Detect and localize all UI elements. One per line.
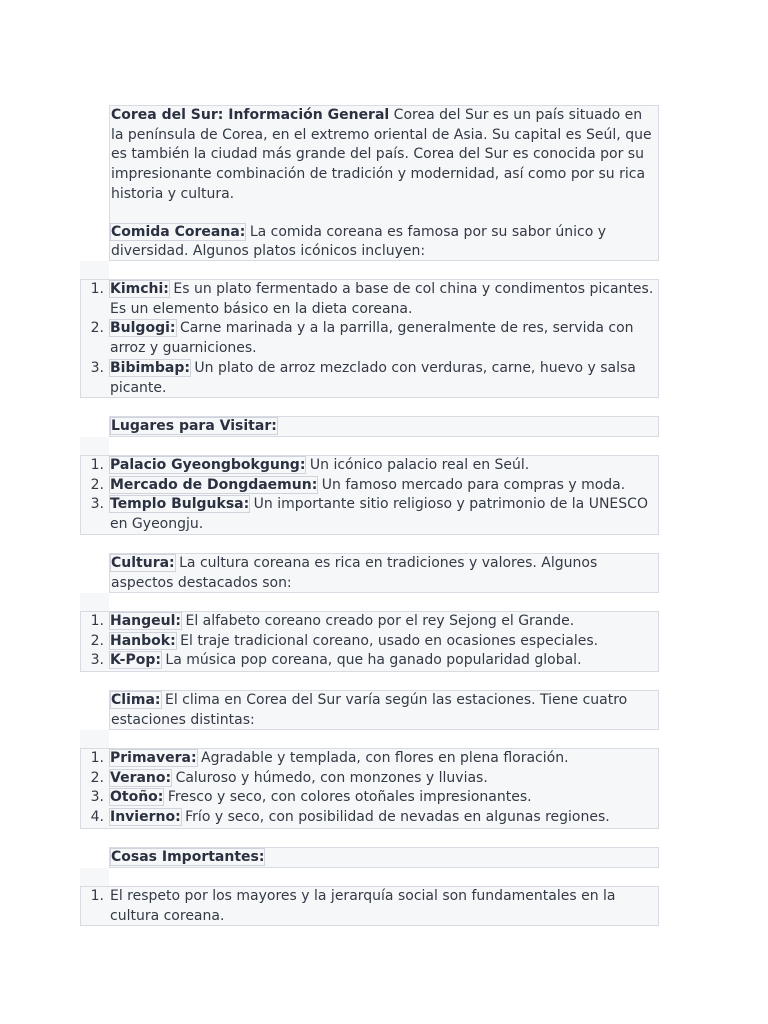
- list-number: 2.: [90, 632, 104, 649]
- cultura-text: La cultura coreana es rica en tradiciones y valores. Algunos aspectos destacados son:: [111, 555, 598, 591]
- cultura-label: Cultura:: [111, 555, 175, 571]
- list-number: 1.: [90, 750, 104, 766]
- list-item: [90, 359, 658, 398]
- comida-text: La comida coreana es famosa por su sabor único y diversidad. Algunos platos icónicos incluyen:: [111, 223, 607, 260]
- item-text: Es un plato fermentado a base de col china y condimentos picantes. Es un elemento básico en la dieta coreana.: [110, 281, 654, 317]
- item-label: Templo Bulguksa:: [110, 496, 250, 513]
- list-number: 3.: [90, 496, 104, 513]
- gap-strip: [80, 868, 109, 886]
- lugares-section: [109, 416, 659, 437]
- cosas-section: [109, 847, 659, 868]
- list-item: [90, 495, 658, 534]
- lugares-list: [80, 455, 659, 535]
- general-title: Corea del Sur: Información General: [111, 107, 390, 123]
- item-text: El traje tradicional coreano, usado en ocasiones especiales.: [180, 632, 599, 649]
- general-text: Corea del Sur es un país situado en la península de Corea, en el extremo oriental de Asia. Su capital es Seúl, que es también la ciudad más grande del país. Corea del Sur es conocida por su impresionante combinación de tradición y modernidad, así como por su rica historia y cultura.: [111, 107, 652, 202]
- list-number: 1.: [90, 457, 104, 473]
- item-label: K-Pop:: [110, 652, 161, 669]
- gap-strip: [80, 437, 109, 455]
- list-item: [90, 769, 658, 789]
- list-number: 1.: [90, 888, 104, 904]
- item-label: Hanbok:: [110, 632, 176, 649]
- list-item: [90, 456, 658, 476]
- list-number: 2.: [90, 769, 104, 786]
- list-number: 2.: [90, 320, 104, 337]
- list-item: [90, 887, 658, 926]
- clima-section: [109, 690, 659, 730]
- list-number: 2.: [90, 476, 104, 493]
- item-label: Bulgogi:: [110, 320, 176, 337]
- list-number: 3.: [90, 359, 104, 376]
- clima-list: [80, 748, 659, 829]
- item-text: Un icónico palacio real en Seúl.: [309, 457, 530, 473]
- list-item: [90, 476, 658, 496]
- item-label: Hangeul:: [110, 613, 182, 629]
- clima-label: Clima:: [111, 692, 161, 708]
- clima-text: El clima en Corea del Sur varía según las estaciones. Tiene cuatro estaciones distintas:: [111, 692, 628, 728]
- cultura-list: [80, 611, 659, 672]
- item-text: Agradable y templada, con flores en plena floración.: [201, 750, 569, 766]
- comida-list: [80, 279, 659, 398]
- item-label: Mercado de Dongdaemun:: [110, 476, 318, 493]
- gap-strip: [80, 261, 109, 279]
- item-label: Bibimbap:: [110, 359, 190, 376]
- list-item: [90, 788, 658, 808]
- list-item: [90, 632, 658, 652]
- list-item: [90, 749, 658, 769]
- item-label: Invierno:: [110, 809, 181, 826]
- item-text: Un importante sitio religioso y patrimonio de la UNESCO en Gyeongju.: [110, 496, 648, 533]
- general-section: [109, 105, 659, 261]
- item-text: Fresco y seco, con colores otoñales impresionantes.: [167, 789, 532, 806]
- item-text: El respeto por los mayores y la jerarquía social son fundamentales en la cultura coreana.: [110, 888, 616, 924]
- list-item: [90, 808, 658, 828]
- item-label: Verano:: [110, 769, 172, 786]
- item-label: Otoño:: [110, 789, 164, 806]
- gap-strip: [80, 730, 109, 748]
- item-label: Palacio Gyeongbokgung:: [110, 457, 306, 473]
- lugares-label: Lugares para Visitar:: [111, 418, 277, 434]
- item-text: La música pop coreana, que ha ganado popularidad global.: [165, 652, 582, 669]
- item-text: Frío y seco, con posibilidad de nevadas en algunas regiones.: [185, 809, 610, 826]
- item-text: Caluroso y húmedo, con monzones y lluvias.: [175, 769, 488, 786]
- cosas-label: Cosas Importantes:: [111, 849, 265, 865]
- item-text: Carne marinada y a la parrilla, generalmente de res, servida con arroz y guarniciones.: [110, 320, 634, 357]
- list-number: 4.: [90, 809, 104, 826]
- item-label: Kimchi:: [110, 281, 169, 297]
- general-paragraph: [111, 106, 658, 205]
- comida-intro: [111, 223, 658, 262]
- list-number: 3.: [90, 652, 104, 669]
- list-number: 1.: [90, 281, 104, 297]
- item-label: Primavera:: [110, 750, 197, 766]
- list-item: [90, 651, 658, 671]
- cosas-list: [80, 886, 659, 926]
- gap-strip: [80, 593, 109, 611]
- comida-label: Comida Coreana:: [111, 223, 246, 240]
- item-text: El alfabeto coreano creado por el rey Sejong el Grande.: [185, 613, 575, 629]
- item-text: Un famoso mercado para compras y moda.: [321, 476, 626, 493]
- cultura-section: [109, 553, 659, 593]
- item-text: Un plato de arroz mezclado con verduras, carne, huevo y salsa picante.: [110, 359, 636, 396]
- list-item: [90, 319, 658, 358]
- list-number: 1.: [90, 613, 104, 629]
- list-item: [90, 280, 658, 319]
- list-number: 3.: [90, 789, 104, 806]
- list-item: [90, 612, 658, 632]
